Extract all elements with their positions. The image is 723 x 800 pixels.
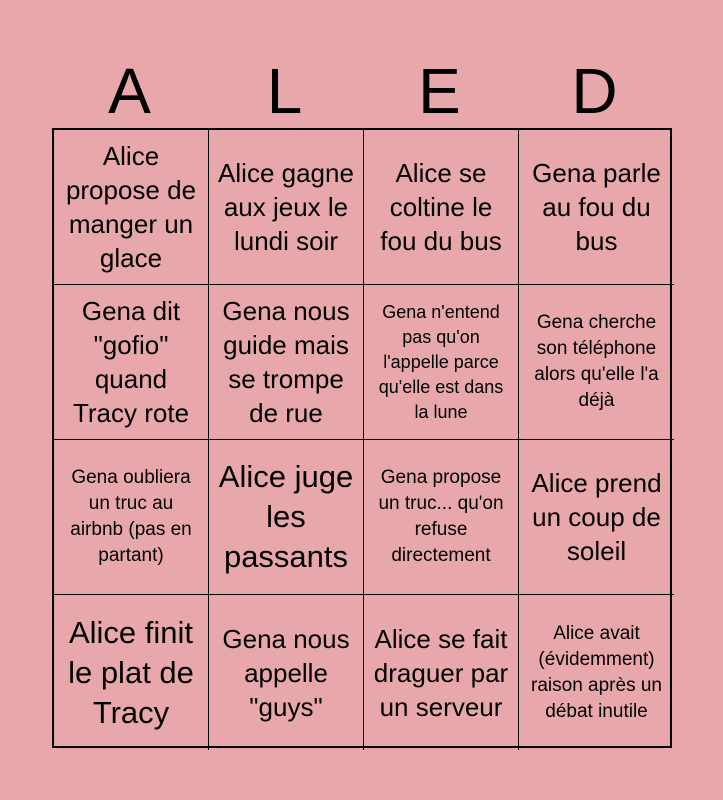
bingo-cell-text: Gena cherche son téléphone alors qu'elle l'a déjà bbox=[534, 312, 659, 411]
header-letter-a: A bbox=[108, 55, 151, 127]
bingo-cell-text: Alice avait (évidemment) raison après un débat inutile bbox=[531, 622, 662, 722]
bingo-cell[interactable] bbox=[54, 595, 209, 750]
bingo-cell[interactable] bbox=[519, 440, 674, 595]
bingo-cell-text: Alice propose de manger un glace bbox=[65, 141, 197, 273]
bingo-cell[interactable] bbox=[364, 130, 519, 285]
bingo-cell[interactable] bbox=[209, 285, 364, 440]
bingo-cell[interactable] bbox=[364, 595, 519, 750]
bingo-cell[interactable] bbox=[209, 440, 364, 595]
bingo-cell[interactable] bbox=[209, 595, 364, 750]
bingo-cell-text: Gena dit "gofio" quand Tracy rote bbox=[72, 296, 190, 428]
bingo-cell[interactable] bbox=[364, 285, 519, 440]
bingo-cell[interactable] bbox=[209, 130, 364, 285]
header-letter-l: L bbox=[266, 55, 303, 127]
bingo-cell-text: Gena oubliera un truc au airbnb (pas en partant) bbox=[70, 467, 192, 566]
bingo-grid bbox=[52, 128, 672, 748]
bingo-cell-text: Gena n'entend pas qu'on l'appelle parce qu'elle est dans la lune bbox=[378, 301, 504, 422]
bingo-cell[interactable] bbox=[364, 440, 519, 595]
bingo-cell-text: Alice se fait draguer par un serveur bbox=[373, 623, 509, 722]
bingo-cell[interactable] bbox=[54, 130, 209, 285]
bingo-cell-text: Alice gagne aux jeux le lundi soir bbox=[218, 158, 354, 256]
bingo-cell-text: Gena propose un truc... qu'on refuse directement bbox=[378, 467, 504, 566]
header-letter-d: D bbox=[571, 55, 618, 127]
header-letter-e: E bbox=[418, 55, 461, 127]
bingo-cell-text: Alice juge les passants bbox=[218, 459, 354, 574]
bingo-cell-text: Gena nous guide mais se trompe de rue bbox=[222, 296, 350, 428]
bingo-header bbox=[52, 52, 672, 130]
bingo-cell[interactable] bbox=[519, 130, 674, 285]
bingo-cell[interactable] bbox=[54, 285, 209, 440]
bingo-cell-text: Gena nous appelle "guys" bbox=[222, 623, 350, 722]
bingo-cell[interactable] bbox=[54, 440, 209, 595]
bingo-cell-text: Alice prend un coup de soleil bbox=[531, 468, 662, 566]
bingo-cell[interactable] bbox=[519, 595, 674, 750]
bingo-cell-text: Alice se coltine le fou du bus bbox=[380, 158, 502, 256]
bingo-cell-text: Alice finit le plat de Tracy bbox=[68, 614, 194, 730]
bingo-cell[interactable] bbox=[519, 285, 674, 440]
bingo-cell-text: Gena parle au fou du bus bbox=[532, 158, 661, 256]
